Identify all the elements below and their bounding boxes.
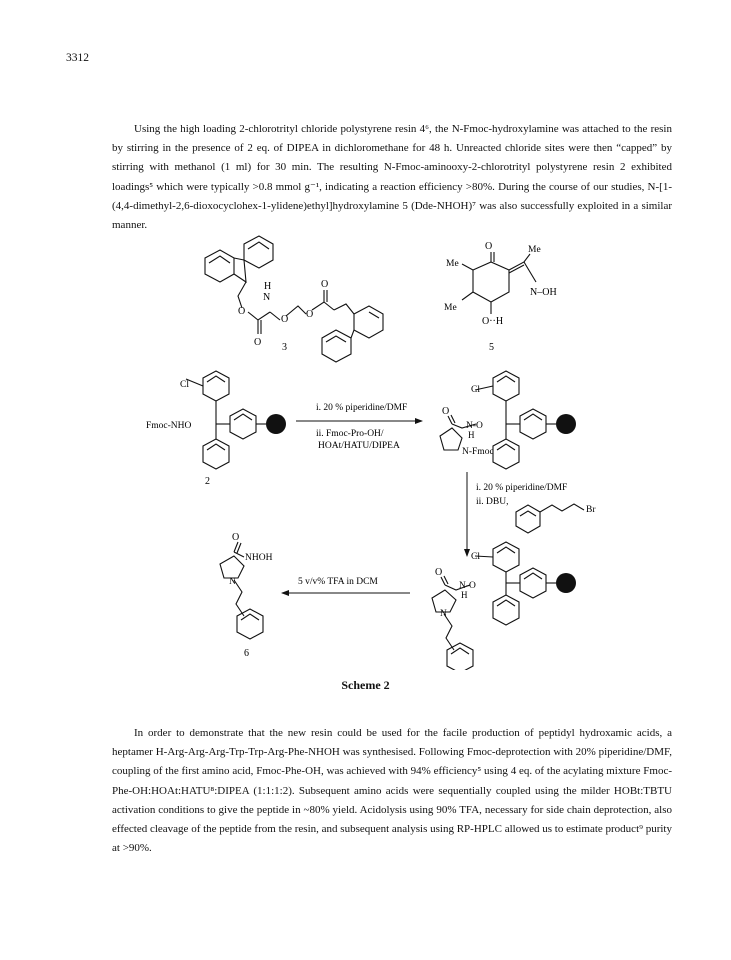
compound-5-n-oh: N–OH [530,287,557,298]
compound-2-structure [186,371,266,469]
phenylpropyl-bromide-structure [516,504,584,533]
compound-3-o1: O [238,306,246,317]
compound-5-structure [462,252,536,314]
step-2-condition-i: i. 20 % piperidine/DMF [476,483,568,493]
compound-6-o: O [232,532,240,543]
compound-2-label: 2 [205,476,210,487]
intermediate2-cl: Cl [471,552,480,562]
paragraph-peptide [112,724,672,858]
step-1-condition-i: i. 20 % piperidine/DMF [316,403,408,413]
intermediate-fmoc-pro-resin [440,371,556,469]
step-1-condition-ii-b: HOAt/HATU/DIPEA [318,441,400,451]
compound-6-n: N [229,577,236,587]
compound-3-n: N [263,292,271,303]
step-3-condition: 5 v/v% TFA in DCM [298,577,378,587]
page-number: 3312 [66,52,89,64]
compound-2-cl: Cl [180,380,189,390]
intermediate-n-fmoc: N-Fmoc [462,447,494,457]
intermediate2-h: H [461,590,468,600]
compound-6-nhoh: NHOH [245,553,273,563]
paragraph-peptide-text: In order to demonstrate that the new resin could be used for the facile production of peptidyl hydroxamic acids, a heptamer H-Arg-Arg-Arg-Trp-Trp-Arg-Phe-NHOH was synthesised. Following Fmoc-deprotection with 20% piperidine/DMF, coupling of the first amino acid, Fmoc-Phe-OH, was achieved with 94% efficiency⁵ using 4 eq. of the acylating mixture Fmoc-Phe-OH:HOAt:HATU⁸:DIPEA (1:1:1:2). Subsequent amino acids were sequentially coupled using the milder HOBt:TBTU activation conditions to give the peptide in ~80% yield. Acidolysis using 90% TFA, necessary for side chain deprotection, also effected cleavage of the peptide from the resin, and subsequent analysis using RP-HPLC allowed us to estimate product⁹ purity at >90%. [112,727,672,855]
compound-5-me2: Me [444,303,457,313]
compound-3-structure [205,236,383,362]
paragraph-intro-text: Using the high loading 2-chlorotrityl chloride polystyrene resin 4⁶, the N-Fmoc-hydroxylamine was attached to the resin by stirring in the presence of 2 eq. of DIPEA in dichloromethane for 48 h. Unreacted chloride sites were then “capped” by stirring with methanol (1 ml) for 30 min. The resulting N-Fmoc-aminooxy-2-chlorotrityl polystyrene resin 2 exhibited loadings⁵ which were typically >0.8 mmol g⁻¹, indicating a reaction efficiency >80%. During the course of our studies, N-[1-(4,4-dimethyl-2,6-dioxocyclohex-1-ylidene)ethyl]hydroxylamine 5 (Dde-NHOH)⁷ was also successfully exploited in a similar manner. [112,123,672,232]
intermediate2-n-o: N-O [459,581,476,591]
compound-5-label: 5 [489,342,494,353]
scheme-caption: Scheme 2 [341,678,390,692]
compound-3-h: H [264,281,272,292]
compound-5-me1: Me [446,259,459,269]
compound-2-resin-bead [266,414,286,434]
reagent-br: Br [586,505,596,515]
compound-3-o2: O [254,337,262,348]
intermediate-alkylated-resin [432,542,556,670]
compound-6-label: 6 [244,648,249,659]
intermediate2-o: O [435,567,443,578]
compound-3-o5: O [321,279,329,290]
compound-2-fmoc-nho: Fmoc-NHO [146,421,192,431]
step-2-condition-ii: ii. DBU, [476,497,509,507]
intermediate-o: O [442,406,450,417]
compound-3-label: 3 [282,342,287,353]
compound-5-o-h: O··H [482,316,504,327]
reaction-scheme [0,230,731,670]
intermediate2-n: N [440,609,447,619]
intermediate2-resin-bead [556,573,576,593]
paragraph-intro [112,120,672,235]
intermediate-n-o: N-O [466,421,483,431]
intermediate-cl: Cl [471,385,480,395]
compound-5-o-top: O [485,241,493,252]
step-1-condition-ii-a: ii. Fmoc-Pro-OH/ [316,429,384,439]
compound-3-o3: O [281,314,289,325]
compound-3-o4: O [306,309,314,320]
intermediate-h: H [468,430,475,440]
intermediate-resin-bead [556,414,576,434]
compound-5-me3: Me [528,245,541,255]
